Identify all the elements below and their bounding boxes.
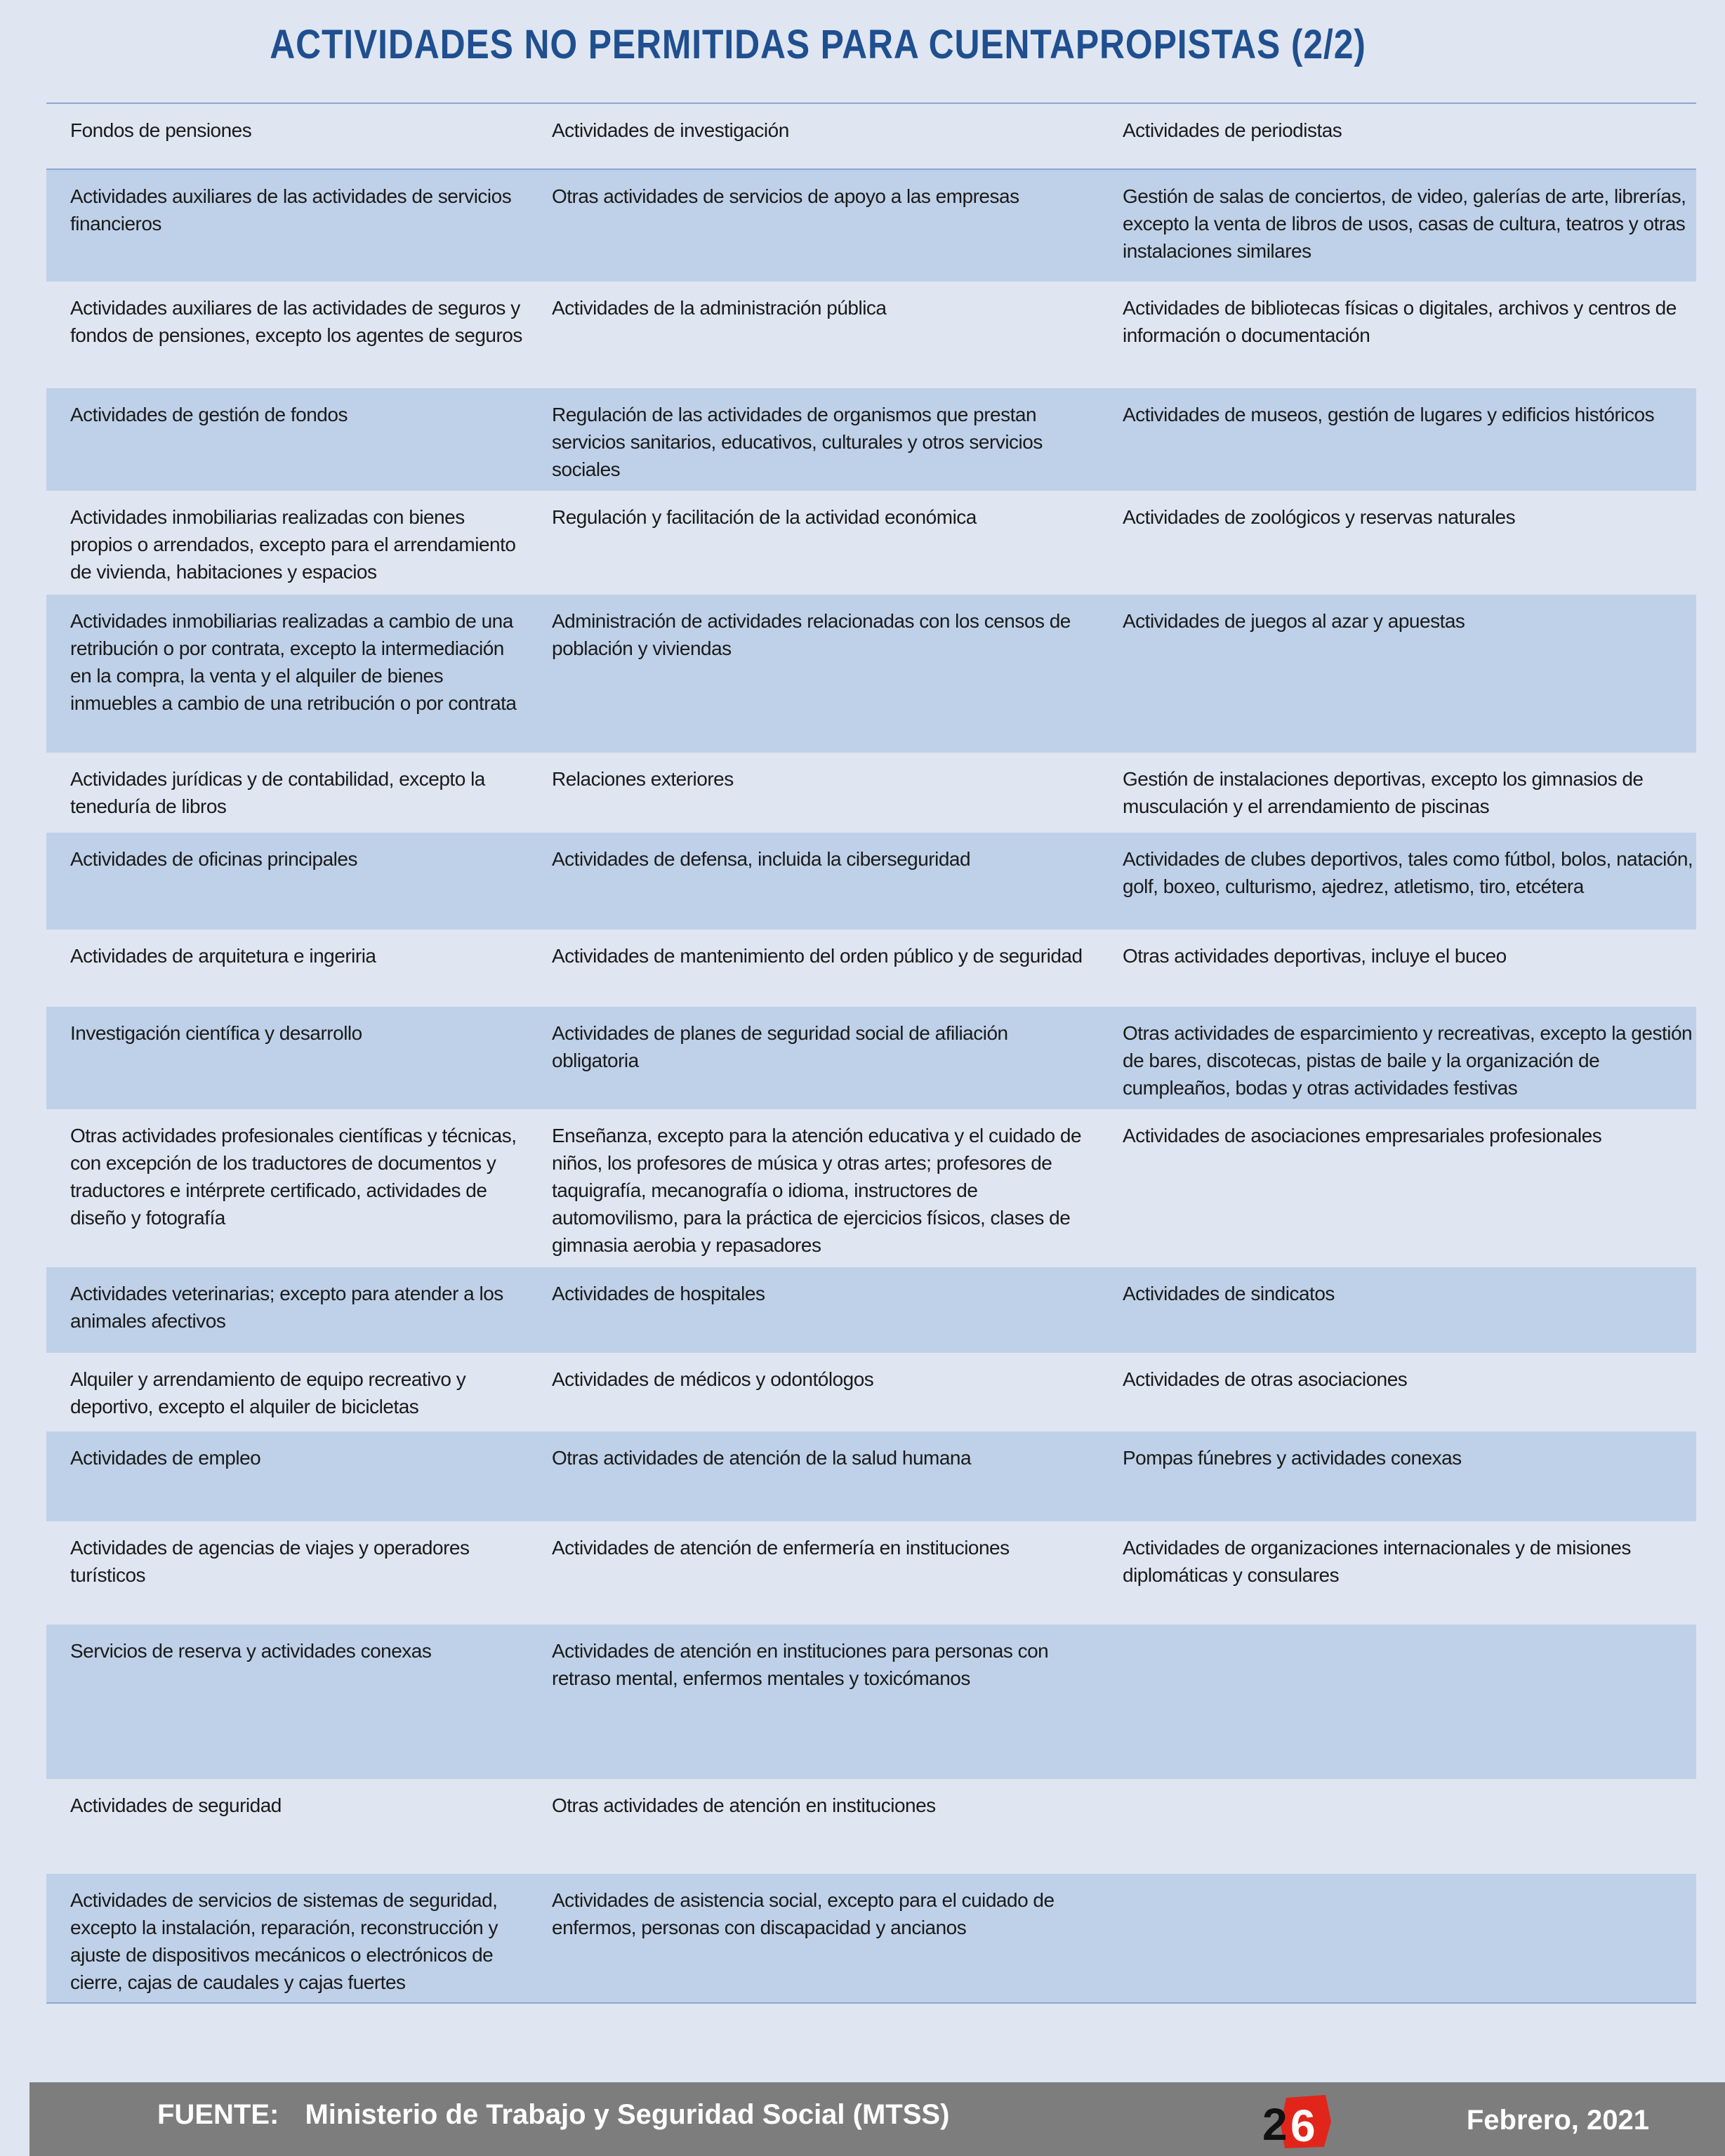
table-cell: Actividades de seguridad: [70, 1794, 282, 1816]
table-row: [46, 1007, 1696, 1109]
table-cell: Alquiler y arrendamiento de equipo recreativo y deportivo, excepto el alquiler de bicicletas: [70, 1368, 466, 1417]
table-row: [46, 930, 1696, 1007]
table-cell: Actividades de atención en instituciones para personas con retraso mental, enfermos mentales y toxicómanos: [552, 1640, 1049, 1689]
svg-text:6: 6: [1290, 2101, 1316, 2150]
table-cell: [1099, 1874, 1696, 2002]
table-cell: Actividades jurídicas y de contabilidad, excepto la teneduría de libros: [70, 768, 485, 817]
table-cell: Actividades auxiliares de las actividades de seguros y fondos de pensiones, excepto los agentes de seguros: [70, 297, 522, 346]
table-row: [46, 753, 1696, 833]
table-cell: Actividades de la administración pública: [552, 297, 887, 319]
table-cell: Administración de actividades relacionadas con los censos de población y viviendas: [552, 610, 1071, 659]
table-cell: Actividades de bibliotecas físicas o digitales, archivos y centros de información o documentación: [1123, 297, 1677, 346]
logo-26-icon: [1257, 2094, 1334, 2150]
table-cell: Actividades de atención de enfermería en instituciones: [552, 1537, 1010, 1559]
table-row: [46, 1779, 1696, 1874]
table-row: [46, 1267, 1696, 1353]
table-row: [46, 1874, 1696, 2004]
table-cell: Otras actividades de esparcimiento y recreativas, excepto la gestión de bares, discotecas, pistas de baile y la organización de cumpleaños, bodas y otras actividades festivas: [1123, 1022, 1693, 1099]
table-cell: Servicios de reserva y actividades conexas: [70, 1640, 432, 1662]
table-cell: Otras actividades de servicios de apoyo a las empresas: [552, 185, 1019, 207]
footer-bar: [29, 2082, 1725, 2156]
table-cell: Regulación de las actividades de organismos que prestan servicios sanitarios, educativos, culturales y otros servicios sociales: [552, 404, 1043, 480]
table-cell: Actividades de periodistas: [1123, 119, 1342, 141]
table-cell: Actividades de hospitales: [552, 1283, 765, 1304]
table-row: [46, 833, 1696, 930]
table-cell: Regulación y facilitación de la actividad económica: [552, 506, 977, 528]
footer-date: Febrero, 2021: [1466, 2105, 1649, 2136]
table-row: [46, 1625, 1696, 1779]
table-cell: Actividades de clubes deportivos, tales como fútbol, bolos, natación, golf, boxeo, culturismo, ajedrez, atletismo, tiro, etcétera: [1123, 848, 1693, 897]
table-cell: Actividades inmobiliarias realizadas a cambio de una retribución o por contrata, excepto la intermediación en la compra, la venta y el alquiler de bienes inmuebles a cambio de una retribución o por contrata: [70, 610, 517, 714]
table-row: [46, 1353, 1696, 1431]
page-title: ACTIVIDADES NO PERMITIDAS PARA CUENTAPROPISTAS (2/2): [270, 22, 1366, 67]
table-cell: Actividades auxiliares de las actividades de servicios financieros: [70, 185, 512, 234]
table-header-row: [46, 104, 1696, 170]
table-row: [46, 282, 1696, 388]
table-cell: Pompas fúnebres y actividades conexas: [1123, 1447, 1462, 1469]
table-row: [46, 1521, 1696, 1625]
table-cell: Otras actividades de atención de la salud humana: [552, 1447, 972, 1469]
table-row: [46, 388, 1696, 491]
table-cell: Otras actividades de atención en instituciones: [552, 1794, 936, 1816]
table-cell: Otras actividades profesionales científicas y técnicas, con excepción de los traductores de documentos y traductores e intérprete certificado, actividades de diseño y fotografía: [70, 1125, 517, 1229]
source-line: [157, 2099, 949, 2131]
table-cell: Fondos de pensiones: [70, 119, 252, 141]
table-cell: [1099, 1625, 1696, 1779]
table-row: [46, 170, 1696, 282]
table-cell: Actividades de asistencia social, excepto para el cuidado de enfermos, personas con discapacidad y ancianos: [552, 1889, 1055, 1938]
table-cell: Actividades de sindicatos: [1123, 1283, 1335, 1304]
source-label: FUENTE:: [157, 2099, 279, 2130]
table-cell: Actividades de agencias de viajes y operadores turísticos: [70, 1537, 470, 1586]
table-cell: Actividades de zoológicos y reservas naturales: [1123, 506, 1516, 528]
svg-text:2: 2: [1262, 2099, 1288, 2150]
table-cell: Actividades de mantenimiento del orden público y de seguridad: [552, 945, 1083, 967]
activities-table: [46, 102, 1696, 2004]
table-cell: Gestión de instalaciones deportivas, excepto los gimnasios de musculación y el arrendamiento de piscinas: [1123, 768, 1644, 817]
table-cell: Relaciones exteriores: [552, 768, 734, 790]
table-cell: Actividades de defensa, incluida la ciberseguridad: [552, 848, 971, 870]
table-cell: Actividades de empleo: [70, 1447, 261, 1469]
table-cell: Enseñanza, excepto para la atención educativa y el cuidado de niños, los profesores de música y otras artes; profesores de taquigrafía, mecanografía o idioma, instructores de automovilismo, para la práctica de ejercicios físicos, clases de gimnasia aerobia y repasadores: [552, 1125, 1082, 1256]
source-text: Ministerio de Trabajo y Seguridad Social (MTSS): [305, 2099, 950, 2130]
table-cell: Actividades de planes de seguridad social de afiliación obligatoria: [552, 1022, 1008, 1071]
table-cell: Otras actividades deportivas, incluye el buceo: [1123, 945, 1507, 967]
table-cell: Actividades de museos, gestión de lugares y edificios históricos: [1123, 404, 1655, 425]
table-row: [46, 1431, 1696, 1521]
table-cell: Investigación científica y desarrollo: [70, 1022, 362, 1044]
table-cell: [1099, 1779, 1696, 1874]
table-row: [46, 491, 1696, 595]
table-cell: Actividades de otras asociaciones: [1123, 1368, 1408, 1390]
table-cell: Actividades de juegos al azar y apuestas: [1123, 610, 1465, 632]
table-cell: Actividades de médicos y odontólogos: [552, 1368, 874, 1390]
table-cell: Actividades veterinarias; excepto para atender a los animales afectivos: [70, 1283, 503, 1332]
table-cell: Actividades de servicios de sistemas de seguridad, excepto la instalación, reparación, reconstrucción y ajuste de dispositivos mecánicos o electrónicos de cierre, cajas de caudales y cajas fuertes: [70, 1889, 498, 1993]
table-cell: Actividades de oficinas principales: [70, 848, 357, 870]
table-cell: Actividades de organizaciones internacionales y de misiones diplomáticas y consulares: [1123, 1537, 1631, 1586]
table-cell: Actividades de asociaciones empresariales profesionales: [1123, 1125, 1602, 1146]
table-cell: Actividades inmobiliarias realizadas con bienes propios o arrendados, excepto para el arrendamiento de vivienda, habitaciones y espacios: [70, 506, 516, 583]
table-row: [46, 595, 1696, 753]
table-row: [46, 1109, 1696, 1267]
table-cell: Actividades de gestión de fondos: [70, 404, 348, 425]
table-cell: Actividades de arquitetura e ingeriria: [70, 945, 376, 967]
table-cell: Gestión de salas de conciertos, de video, galerías de arte, librerías, excepto la venta de libros de usos, casas de cultura, teatros y otras instalaciones similares: [1123, 185, 1686, 262]
table-cell: Actividades de investigación: [552, 119, 789, 141]
